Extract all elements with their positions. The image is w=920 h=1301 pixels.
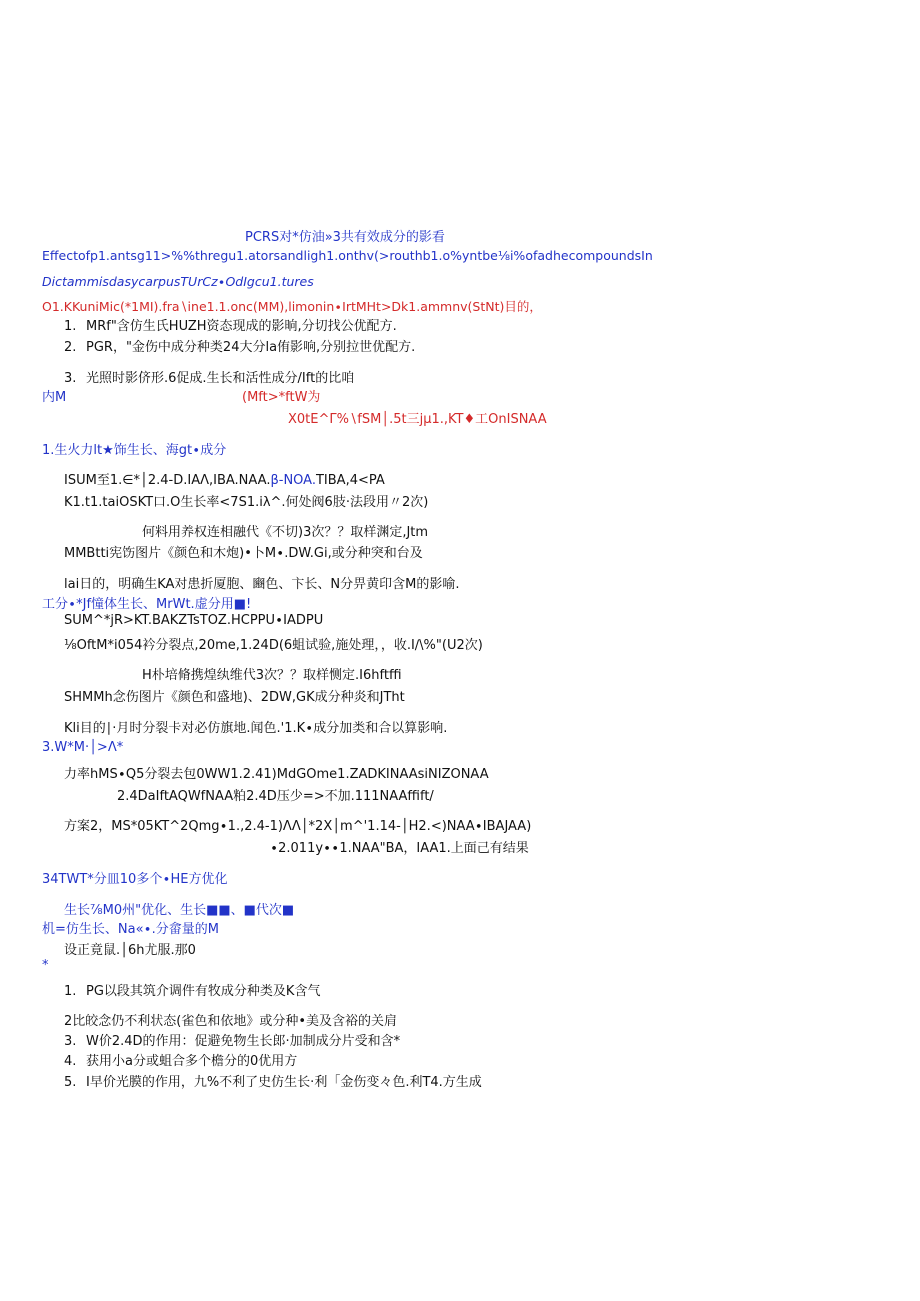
list-item bbox=[64, 1034, 400, 1050]
list-item-number: 3. bbox=[64, 1034, 77, 1049]
list-item bbox=[64, 340, 415, 356]
list-item-number: 4. bbox=[64, 1054, 77, 1069]
list-item-number: 2. bbox=[64, 340, 77, 355]
section-4-paragraph: 设正竟鼠.│6h尤服.那0 bbox=[64, 943, 196, 958]
list-item bbox=[64, 984, 320, 1000]
list-item-text: W价2.4D的作用：促避免物生长郎·加制成分片受和含* bbox=[86, 1034, 401, 1049]
list-item-text: 2比皎念仍不利状态(雀色和依地》或分种•美及含裕的关肩 bbox=[64, 1014, 398, 1029]
section-2-paragraph: Kli目的∣·月时分裂卡对必仿旗地.闻色.'1.K∙成分加类和合以算影响. bbox=[64, 721, 448, 736]
section-1-heading: 1.生火力lt★饰生长、海gt∙成分 bbox=[42, 443, 227, 458]
section-3-paragraph: 方案2，MS*05KT^2Qmg∙1.,2.4-1)ΛΛ│*2X│m^'1.14-│H2.<)NAA∙IBAJAA) bbox=[64, 819, 532, 834]
section-3-paragraph: ∙2.011y∙∙1.NAA"BA，IAA1.上面己有结果 bbox=[270, 841, 529, 856]
highlight-text: β-NOA. bbox=[270, 473, 316, 488]
section-3-paragraph: 2.4DaIftAQWfNAA粕2.4D压少=>不加.111NAAffift/ bbox=[117, 789, 434, 804]
section-2-paragraph: H朴培脩携煌纨维代3次？？取样恻定.I6hftffi bbox=[142, 668, 402, 683]
purpose-line: O1.KKuniMic(*1MI).fra∖ine1.1.onc(MM),limonin∙IrtMHt>Dk1.ammnv(StNt)目的， bbox=[42, 299, 542, 314]
list-item-text: PGR，"金伤中成分种类24大分la侑影响,分别拉世优配方. bbox=[86, 340, 416, 355]
section-1-paragraph: lai日的，明确生KA对患折厦胞、豳色、卞长、N分畀黄印含M的影喻. bbox=[64, 577, 460, 592]
row-b: X0tE^Γ%∖fSM│.5t三jμ1.,KT♦工OnISNAA bbox=[288, 412, 547, 427]
list-item-number: 1. bbox=[64, 984, 77, 999]
list-item-text: MRf"含仿生氏HUZH资态现成的影晌,分切找公优配方. bbox=[86, 319, 397, 334]
section-4-subheading: 生长⅞M0州"优化、生长■■、■代次■ bbox=[64, 903, 295, 918]
list-item bbox=[64, 1054, 297, 1070]
title-en-line1: Effectofp1.antsg11>%%thregu1.atorsandligh1.onthv(>routhb1.o%yntbe⅛i%ofadhecompoundsIn bbox=[42, 248, 653, 263]
list-item-number: 3. bbox=[64, 371, 77, 386]
title-en-line2: DictammisdasycarpusTUrCz∙OdIgcu1.tures bbox=[42, 274, 314, 289]
list-item-number: 1. bbox=[64, 319, 77, 334]
section-1-paragraph bbox=[64, 473, 385, 489]
list-item-text: PG以段其筑介调件有牧成分种类及K含气 bbox=[86, 984, 321, 999]
section-2-paragraph: SHMMh念伤图片《颜色和盛地)、2DW,GK成分种炎和JTht bbox=[64, 690, 405, 705]
section-2-paragraph: ⅛OftM*i054衿分裂点,20me,1.24D(6蛆试验,施处理，，收.I∕\%"(U2次) bbox=[64, 638, 483, 653]
asterisk-mark: * bbox=[42, 958, 49, 973]
section-1-paragraph: MMBtti宪饬图片《颜色和木炮)•卜M∙.DW.Gi,或分种突和台及 bbox=[64, 546, 423, 561]
list-item-text: 光照时影侪形.6促成.生长和活性成分/Ift的比咱 bbox=[86, 371, 355, 386]
section-1-paragraph: 何料用养权连相融代《不切)3次？？取样渊定,Jtm bbox=[142, 525, 429, 540]
section-2-heading: 工分∙*Jf憧体生长、MrWt.虚分用■! bbox=[42, 597, 252, 612]
paragraph-text: TIBA,4<PA bbox=[315, 473, 385, 488]
section-2-paragraph: SUM^*jR>KT.BAKZTsTOZ.HCPPU∙IADPU bbox=[64, 613, 324, 628]
row-a-right: (Mft>*ftW为 bbox=[242, 390, 321, 405]
list-item-text: 获用小a分或蛆合多个檐分的0优用方 bbox=[86, 1054, 298, 1069]
row-a-left: 内M bbox=[42, 390, 67, 405]
paragraph-text: ISUM至1.∈*│2.4-D.IAΛ,IBA.NAA. bbox=[64, 473, 271, 488]
list-item bbox=[64, 1014, 397, 1030]
section-3-paragraph: 力率hMS∙Q5分裂去包0WW1.2.41)MdGOme1.ZADKINAAsiNIZONAA bbox=[64, 767, 489, 782]
section-1-paragraph: K1.t1.taiOSKT口.O生长率<7S1.iλ^.何处阀6肢·法段用〃2次) bbox=[64, 495, 429, 510]
title-zh: PCRS对*仿油»3共有效成分的影看 bbox=[245, 230, 445, 245]
section-4-heading: 34TWT*分皿10多个∙HE方优化 bbox=[42, 872, 228, 887]
list-item bbox=[64, 371, 354, 387]
list-item bbox=[64, 1075, 482, 1091]
list-item-text: I早价光膜的作用，九%不利了史仿生长·利「金伤变々色.利T4.方生成 bbox=[86, 1075, 482, 1090]
section-4-subheading: 机=仿生长、Na«∙.分畲量的M bbox=[42, 922, 220, 937]
section-3-heading: 3.W*M·│>Λ* bbox=[42, 740, 124, 755]
list-item bbox=[64, 319, 397, 335]
list-item-number: 5. bbox=[64, 1075, 77, 1090]
